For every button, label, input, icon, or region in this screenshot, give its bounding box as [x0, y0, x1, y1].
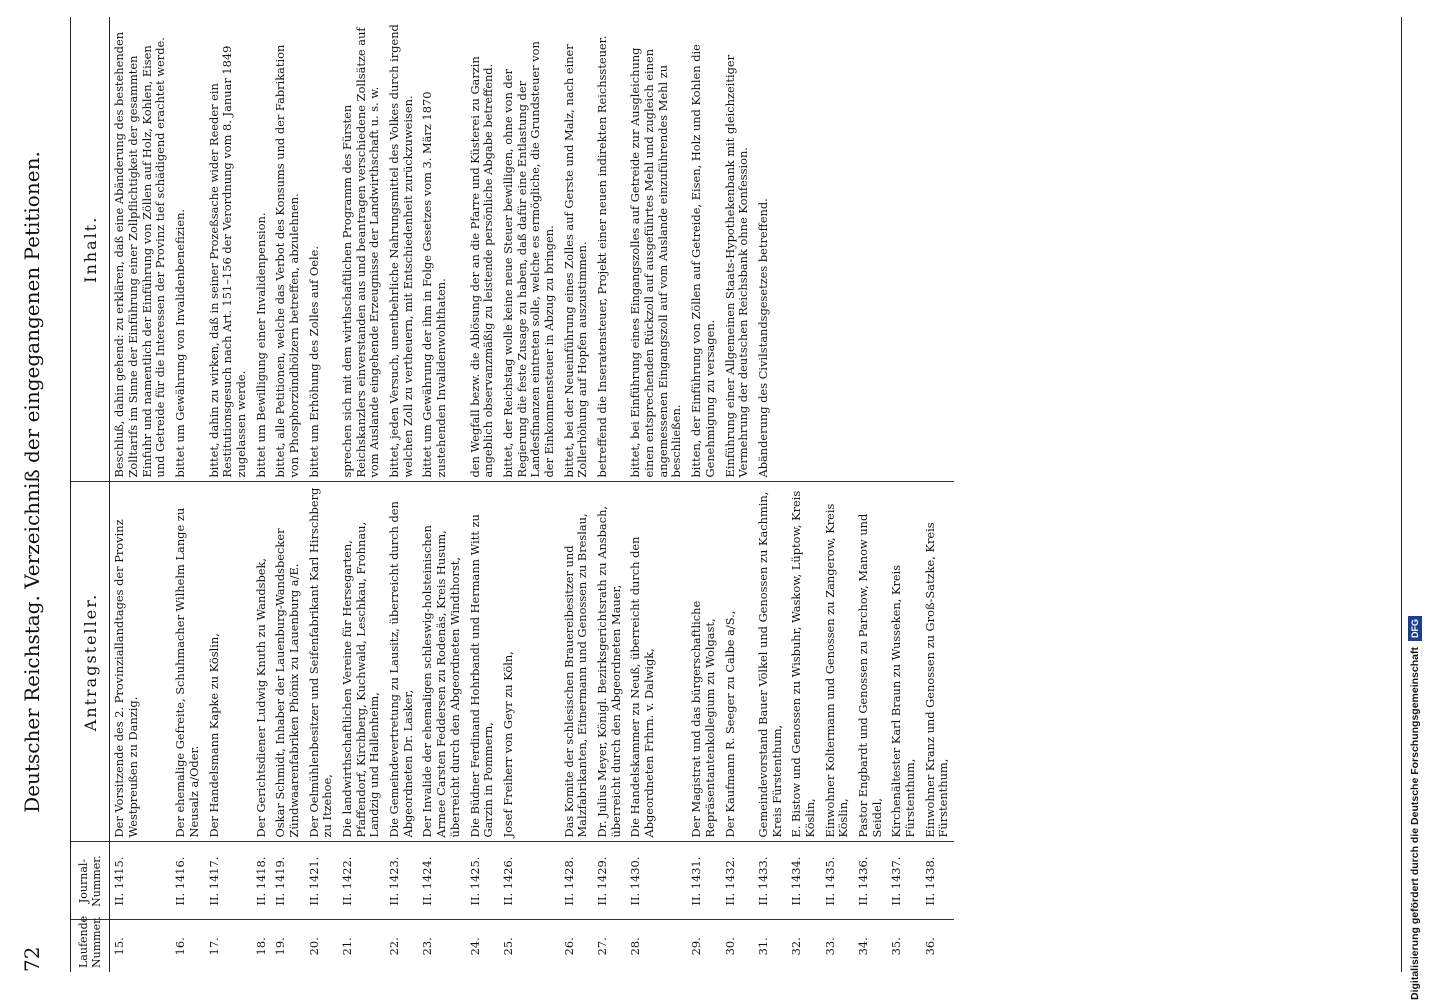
cell-journal: II. 1433.	[754, 842, 787, 920]
cell-journal: II. 1423.	[385, 842, 418, 920]
cell-journal: II. 1436.	[854, 842, 887, 920]
table-row	[385, 17, 418, 972]
header-lfd: Laufende Nummer.	[71, 920, 110, 972]
cell-lfd: 17.	[206, 937, 221, 956]
header-journal: Journal-Nummer.	[71, 842, 110, 920]
cell-journal: II. 1417.	[205, 842, 252, 920]
cell-antragsteller: Die Gemeindevertretung zu Lausitz, überreicht durch den Abgeordneten Dr. Lasker,	[385, 482, 418, 842]
table-header-row	[71, 17, 110, 972]
table-row	[787, 17, 820, 972]
cell-antragsteller: Der Vorsitzende des 2. Provinziallandtages der Provinz Westpreußen zu Danzig.	[110, 482, 171, 842]
cell-antragsteller: Der Gerichtsdiener Ludwig Knuth zu Wandsbek,	[252, 482, 272, 842]
cell-lfd: 26.	[561, 937, 576, 956]
cell-antragsteller: Dr. Julius Meyer, Königl. Bezirksgerichtsrath zu Ansbach, überreicht durch den Abgeordneten Mauer,	[593, 482, 626, 842]
petition-table	[71, 17, 954, 972]
cell-inhalt: bittet, dahin zu wirken, daß in seiner Prozeßsache wider Reeder ein Restitutionsgesuch nach Art. 151–156 der Verordnung vom 8. Januar 1849 zugelassen werde.	[205, 17, 252, 482]
page-number: 72	[20, 946, 44, 972]
petition-table-wrap	[70, 17, 1402, 972]
cell-antragsteller: Der Oelmühlenbesitzer und Seifenfabrikant Karl Hirschberg zu Itzehoe,	[305, 482, 338, 842]
cell-journal: II. 1416.	[171, 842, 204, 920]
cell-lfd: 29.	[689, 937, 704, 956]
cell-antragsteller: Der ehemalige Gefreite, Schuhmacher Wilhelm Lange zu Neusalz a/Oder.	[171, 482, 204, 842]
cell-antragsteller: Das Komite der schlesischen Brauereibesitzer und Malzfabrikanten, Eitnermann und Genossen zu Breslau,	[560, 482, 593, 842]
cell-lfd: 28.	[628, 937, 643, 956]
cell-antragsteller: Der Kaufmann R. Seeger zu Calbe a/S.,	[721, 482, 754, 842]
cell-inhalt: bittet, bei der Neueinführung eines Zolles auf Gerste und Malz, nach einer Zollerhöhung auf Hopfen auszustimmen.	[560, 17, 593, 482]
cell-inhalt: Abänderung des Civilstandsgesetzes betreffend.	[754, 17, 787, 482]
cell-journal: II. 1429.	[593, 842, 626, 920]
cell-lfd: 24.	[467, 937, 482, 956]
cell-antragsteller: Einwohner Koltermann und Genossen zu Zangerow, Kreis Köslin,	[821, 482, 854, 842]
cell-lfd: 15.	[112, 937, 127, 956]
cell-lfd: 20.	[306, 937, 321, 956]
cell-inhalt: bittet um Erhöhung des Zolles auf Oele.	[305, 17, 338, 482]
cell-lfd: 33.	[822, 937, 837, 956]
header-inhalt: Inhalt.	[71, 17, 110, 482]
table-row	[338, 17, 385, 972]
cell-journal: II. 1424.	[418, 842, 465, 920]
cell-journal: II. 1438.	[921, 842, 954, 920]
cell-inhalt	[821, 17, 854, 482]
cell-inhalt: bittet um Gewährung der ihm in Folge Gesetzes vom 3. März 1870 zustehenden Invalidenwohlthaten.	[418, 17, 465, 482]
cell-antragsteller: Gemeindevorstand Bauer Völkel und Genossen zu Kachmin, Kreis Fürstenthum,	[754, 482, 787, 842]
table-row	[887, 17, 920, 972]
dfg-credit-text: Digitalisierung gefördert durch die Deutsche Forschungsgemeinschaft	[1409, 647, 1421, 1000]
page-title: Deutscher Reichstag. Verzeichniß der eingegangenen Petitionen.	[20, 151, 44, 813]
cell-antragsteller: Kirchenältester Karl Braun zu Wusseken, Kreis Fürstenthum,	[887, 482, 920, 842]
table-row	[466, 17, 499, 972]
cell-journal: II. 1430.	[626, 842, 687, 920]
table-row	[171, 17, 204, 972]
cell-lfd: 30.	[722, 937, 737, 956]
table-row	[921, 17, 954, 972]
table-row	[687, 17, 720, 972]
cell-antragsteller: Die Handelskammer zu Neuß, überreicht durch den Abgeordneten Frhrn. v. Dalwigk,	[626, 482, 687, 842]
cell-journal: II. 1428.	[560, 842, 593, 920]
table-row	[252, 17, 272, 972]
dfg-logo: DFG	[1408, 616, 1422, 641]
table-row	[721, 17, 754, 972]
cell-antragsteller: Die Büdner Ferdinand Hohrbandt und Hermann Witt zu Garzin in Pommern,	[466, 482, 499, 842]
cell-inhalt: Beschluß, dahin gehend: zu erklären, daß eine Abänderung des bestehenden Zolltarifs im Sinne der Einführung einer Zollpflichtigkeit der gesammten Einfuhr und namentlich der Einführung von Zöllen auf Holz, Kohlen, Eisen und Getreide für die Interessen der Provinz tief schädigend erachtet werde.	[110, 17, 171, 482]
cell-lfd: 27.	[595, 937, 609, 956]
cell-journal: II. 1415.	[110, 842, 171, 920]
cell-lfd: 34.	[856, 937, 870, 956]
table-row	[560, 17, 593, 972]
cell-inhalt: bittet um Gewährung von Invalidenbenefizien.	[171, 17, 204, 482]
cell-inhalt: bittet, jeden Versuch, unentbehrliche Nahrungsmittel des Volkes durch irgend welchen Zoll zu vertheuern, mit Entschiedenheit zurückzuweisen.	[385, 17, 418, 482]
cell-antragsteller: Pastor Engbardt und Genossen zu Parchow, Manow und Seidel,	[854, 482, 887, 842]
cell-journal: II. 1418.	[252, 842, 272, 920]
cell-journal: II. 1422.	[338, 842, 385, 920]
cell-inhalt: betreffend die Inseratensteuer, Projekt einer neuen indirekten Reichssteuer.	[593, 17, 626, 482]
cell-inhalt: bittet, alle Petitionen, welche das Verbot des Konsums und der Fabrikation von Phosphorzündhölzern betreffen, abzulehnen.	[271, 17, 304, 482]
cell-journal: II. 1437.	[887, 842, 920, 920]
cell-antragsteller: Josef Freiherr von Geyr zu Köln,	[499, 482, 560, 842]
cell-journal: II. 1435.	[821, 842, 854, 920]
cell-lfd: 23.	[420, 937, 435, 956]
cell-journal: II. 1434.	[787, 842, 820, 920]
cell-inhalt: bittet, bei Einführung eines Eingangszolles auf Getreide zur Ausgleichung einen entsprechenden Rückzoll auf ausgeführtes Mehl und zugleich einen angemessenen Eingangszoll auf vom Auslande einzuführendes Mehl zu beschließen.	[626, 17, 687, 482]
table-row	[754, 17, 787, 972]
header-antragsteller: Antragsteller.	[71, 482, 110, 842]
cell-inhalt: sprechen sich mit dem wirthschaftlichen Programm des Fürsten Reichskanzlers einverstanden aus und beantragen verschiedene Zollsätze auf vom Auslande eingehende Erzeugnisse der Landwirthschaft u. s. w.	[338, 17, 385, 482]
cell-lfd: 19.	[273, 937, 288, 956]
cell-inhalt	[854, 17, 887, 482]
table-row	[271, 17, 304, 972]
cell-lfd: 36.	[922, 937, 937, 956]
table-row	[205, 17, 252, 972]
cell-inhalt: bitten, der Einführung von Zöllen auf Getreide, Eisen, Holz und Kohlen die Genehmigung zu versagen.	[687, 17, 720, 482]
cell-lfd: 32.	[789, 937, 804, 956]
table-row	[854, 17, 887, 972]
table-row	[499, 17, 560, 972]
cell-inhalt: bittet um Bewilligung einer Invalidenpension.	[252, 17, 272, 482]
cell-journal: II. 1425.	[466, 842, 499, 920]
table-row	[110, 17, 171, 972]
table-body	[110, 17, 954, 972]
cell-lfd: 25.	[500, 937, 515, 956]
cell-journal: II. 1421.	[305, 842, 338, 920]
cell-lfd: 21.	[340, 937, 354, 956]
cell-antragsteller: Die landwirthschaftlichen Vereine für Hersegarten, Pfaffendorf, Kirchberg, Kuchwald, Leschkau, Frohnau, Landzig und Hallenheim,	[338, 482, 385, 842]
cell-lfd: 22.	[387, 937, 402, 956]
table-row	[821, 17, 854, 972]
cell-journal: II. 1426.	[499, 842, 560, 920]
table-row	[305, 17, 338, 972]
cell-antragsteller: Der Magistrat und das bürgerschaftliche Repräsentantenkollegium zu Wolgast,	[687, 482, 720, 842]
cell-lfd: 35.	[889, 937, 904, 956]
cell-inhalt	[887, 17, 920, 482]
cell-inhalt	[921, 17, 954, 482]
cell-inhalt	[787, 17, 820, 482]
cell-inhalt: Einführung einer Allgemeinen Staats-Hypothekenbank mit gleichzeitiger Vermehrung der deutschen Reichsbank ohne Konfession.	[721, 17, 754, 482]
cell-journal: II. 1419.	[271, 842, 304, 920]
cell-lfd: 18.	[253, 937, 268, 956]
cell-inhalt: den Wegfall bezw. die Ablösung der an die Pfarre und Küsterei zu Garzin angeblich observanzmäßig zu leistende persönliche Abgabe betreffend.	[466, 17, 499, 482]
cell-antragsteller: E. Bistow und Genossen zu Wisbuhr, Waskow, Lüptow, Kreis Köslin,	[787, 482, 820, 842]
cell-lfd: 31.	[755, 937, 770, 956]
cell-antragsteller: Der Handelsmann Kapke zu Köslin,	[205, 482, 252, 842]
dfg-credit	[1402, 0, 1428, 1000]
cell-journal: II. 1432.	[721, 842, 754, 920]
table-row	[593, 17, 626, 972]
table-row	[418, 17, 465, 972]
cell-journal: II. 1431.	[687, 842, 720, 920]
page-header	[20, 32, 44, 972]
cell-antragsteller: Einwohner Kranz und Genossen zu Groß-Satzke, Kreis Fürstenthum,	[921, 482, 954, 842]
cell-antragsteller: Der Invalide der ehemaligen schleswig-holsteinischen Armee Carsten Feddersen zu Rodenäs, Kreis Husum, überreicht durch den Abgeordneten Windthorst,	[418, 482, 465, 842]
table-row	[626, 17, 687, 972]
cell-lfd: 16.	[173, 937, 188, 956]
cell-antragsteller: Oskar Schmidt, Inhaber der Lauenburg-Wandsbecker Zündwaarenfabriken Phönix zu Lauenburg a/E.	[271, 482, 304, 842]
cell-inhalt: bittet, der Reichstag wolle keine neue Steuer bewilligen, ohne von der Regierung die feste Zusage zu haben, daß dafür eine Entlastung der Landesfinanzen eintreten solle, welche es ermögliche, die Grundsteuer von der Einkommensteuer in Abzug zu bringen.	[499, 17, 560, 482]
